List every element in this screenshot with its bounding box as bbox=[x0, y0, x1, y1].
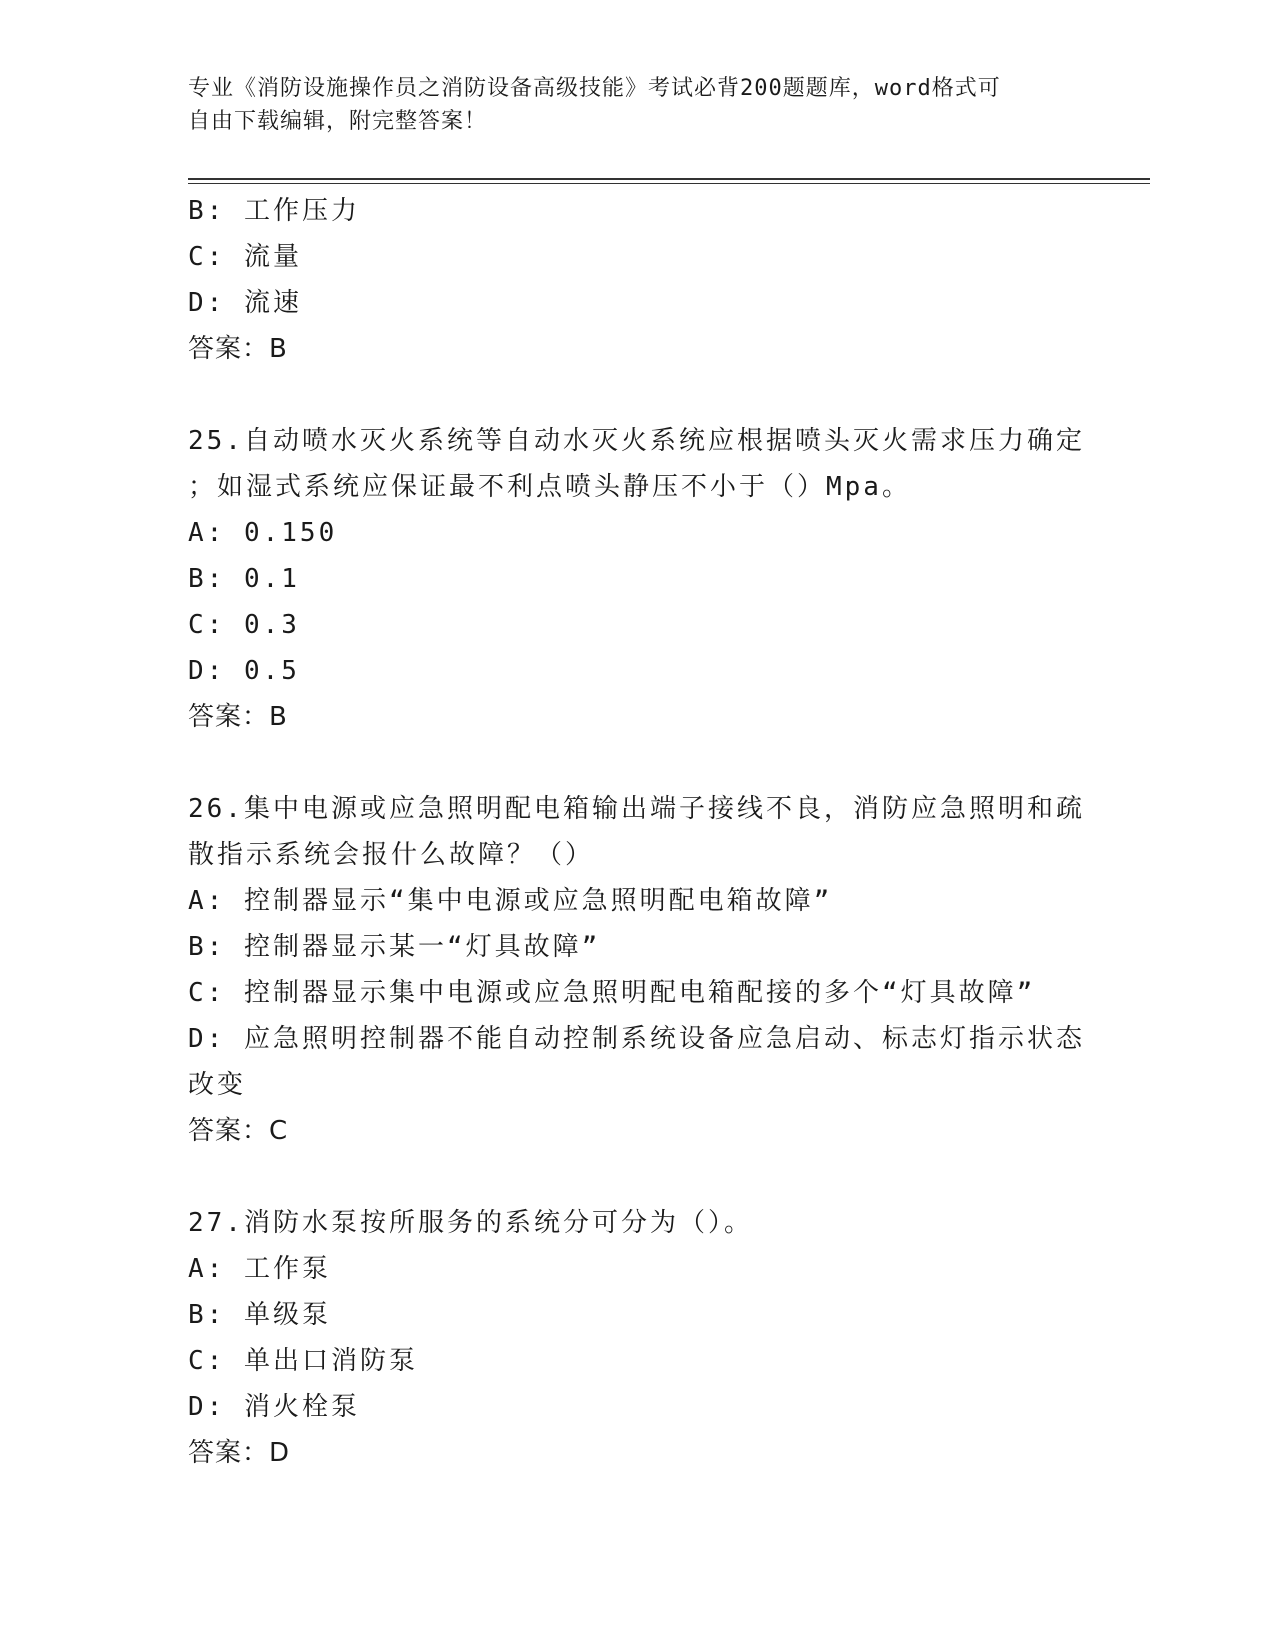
question-24-tail bbox=[188, 188, 1088, 372]
question-stem-line-2: ；如湿式系统应保证最不利点喷头静压不小于（）Mpa。 bbox=[188, 472, 911, 502]
option-b: B: 控制器显示某一“灯具故障” bbox=[188, 932, 601, 962]
question-spacer bbox=[188, 1154, 1088, 1200]
option-c: C: 0.3 bbox=[188, 610, 300, 640]
option-a: A: 0.150 bbox=[188, 518, 338, 548]
question-spacer bbox=[188, 372, 1088, 418]
question-26 bbox=[188, 786, 1088, 1154]
option-c: C: 控制器显示集中电源或应急照明配电箱配接的多个“灯具故障” bbox=[188, 978, 1036, 1008]
answer-line: 答案：C bbox=[188, 1116, 289, 1146]
option-b: B: 单级泵 bbox=[188, 1300, 331, 1330]
answer-line: 答案：B bbox=[188, 702, 288, 732]
question-stem: 27.消防水泵按所服务的系统分可分为（）。 bbox=[188, 1208, 753, 1238]
option-d-line-1: D: 应急照明控制器不能自动控制系统设备应急启动、标志灯指示状态 bbox=[188, 1024, 1085, 1054]
option-a: A: 控制器显示“集中电源或应急照明配电箱故障” bbox=[188, 886, 833, 916]
header-divider-thin bbox=[188, 183, 1150, 184]
answer-line: 答案：D bbox=[188, 1438, 291, 1468]
option-d-line-2: 改变 bbox=[188, 1070, 247, 1100]
header-line-1: 专业《消防设施操作员之消防设备高级技能》考试必背200题题库，word格式可 bbox=[188, 76, 1001, 101]
option-a: A: 工作泵 bbox=[188, 1254, 331, 1284]
question-stem-line-1: 26.集中电源或应急照明配电箱输出端子接线不良，消防应急照明和疏 bbox=[188, 794, 1085, 824]
option-c: C: 流量 bbox=[188, 242, 302, 272]
option-b: B: 工作压力 bbox=[188, 196, 360, 226]
question-stem-line-1: 25.自动喷水灭火系统等自动水灭火系统应根据喷头灭火需求压力确定 bbox=[188, 426, 1085, 456]
option-d: D: 0.5 bbox=[188, 656, 300, 686]
option-c: C: 单出口消防泵 bbox=[188, 1346, 418, 1376]
document-header bbox=[188, 72, 1068, 138]
header-line-2: 自由下载编辑，附完整答案！ bbox=[188, 109, 488, 134]
question-stem-line-2: 散指示系统会报什么故障？（） bbox=[188, 840, 595, 870]
question-list bbox=[188, 188, 1088, 1476]
question-27 bbox=[188, 1200, 1088, 1476]
option-d: D: 流速 bbox=[188, 288, 302, 318]
option-d: D: 消火栓泵 bbox=[188, 1392, 360, 1422]
question-spacer bbox=[188, 740, 1088, 786]
question-25 bbox=[188, 418, 1088, 740]
option-b: B: 0.1 bbox=[188, 564, 300, 594]
header-divider-thick bbox=[188, 178, 1150, 180]
answer-line: 答案：B bbox=[188, 334, 288, 364]
